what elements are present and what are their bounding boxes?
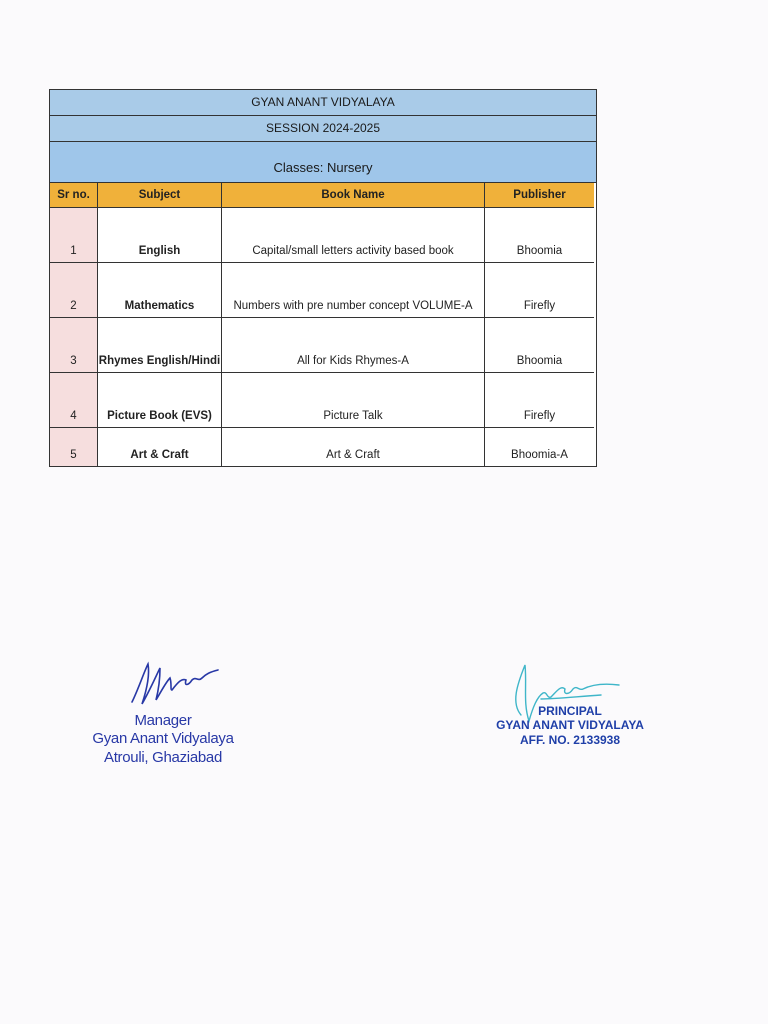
table-cell-subject: Picture Book (EVS) xyxy=(98,373,222,428)
table-cell-subject: Art & Craft xyxy=(98,428,222,466)
manager-role: Manager xyxy=(134,712,192,729)
table-cell-publisher: Bhoomia-A xyxy=(511,449,568,461)
table-grid xyxy=(50,183,596,466)
table-cell-publisher: Bhoomia xyxy=(485,318,594,373)
table-cell-sr: 2 xyxy=(50,263,98,318)
manager-signature-block xyxy=(78,650,248,767)
principal-stamp xyxy=(495,704,645,748)
table-cell-subject: Mathematics xyxy=(98,263,222,318)
principal-school-name: GYAN ANANT VIDYALAYA xyxy=(496,718,644,732)
column-header-sr: Sr no. xyxy=(50,183,98,208)
session-row: SESSION 2024-2025 xyxy=(50,116,596,142)
manager-school-name: Gyan Anant Vidyalaya xyxy=(92,730,234,747)
table-cell-book: Capital/small letters activity based book xyxy=(222,208,485,263)
table-cell-sr: 3 xyxy=(50,318,98,373)
manager-signature-scribble xyxy=(126,650,226,712)
principal-role: PRINCIPAL xyxy=(538,704,602,718)
book-list-table xyxy=(49,89,597,467)
table-cell-sr: 4 xyxy=(50,373,98,428)
principal-affiliation-number: AFF. NO. 2133938 xyxy=(519,733,621,747)
table-cell-sr: 1 xyxy=(50,208,98,263)
class-row: Classes: Nursery xyxy=(50,142,596,183)
school-name-row: GYAN ANANT VIDYALAYA xyxy=(50,90,596,116)
table-cell-subject: English xyxy=(98,208,222,263)
table-cell-publisher: Bhoomia xyxy=(485,208,594,263)
table-cell-book: Art & Craft xyxy=(222,428,485,466)
table-cell-book: Picture Talk xyxy=(222,373,485,428)
table-cell-publisher: Firefly xyxy=(485,263,594,318)
table-cell-sr: 5 xyxy=(50,428,98,466)
column-header-book: Book Name xyxy=(222,183,485,208)
table-cell-subject: Rhymes English/Hindi xyxy=(98,318,222,373)
table-cell-book: All for Kids Rhymes-A xyxy=(222,318,485,373)
manager-location: Atrouli, Ghaziabad xyxy=(103,749,222,766)
table-cell-book: Numbers with pre number concept VOLUME-A xyxy=(222,263,485,318)
table-cell-publisher: Firefly xyxy=(485,373,594,428)
column-header-subject: Subject xyxy=(98,183,222,208)
column-header-publisher: Publisher xyxy=(485,183,594,208)
